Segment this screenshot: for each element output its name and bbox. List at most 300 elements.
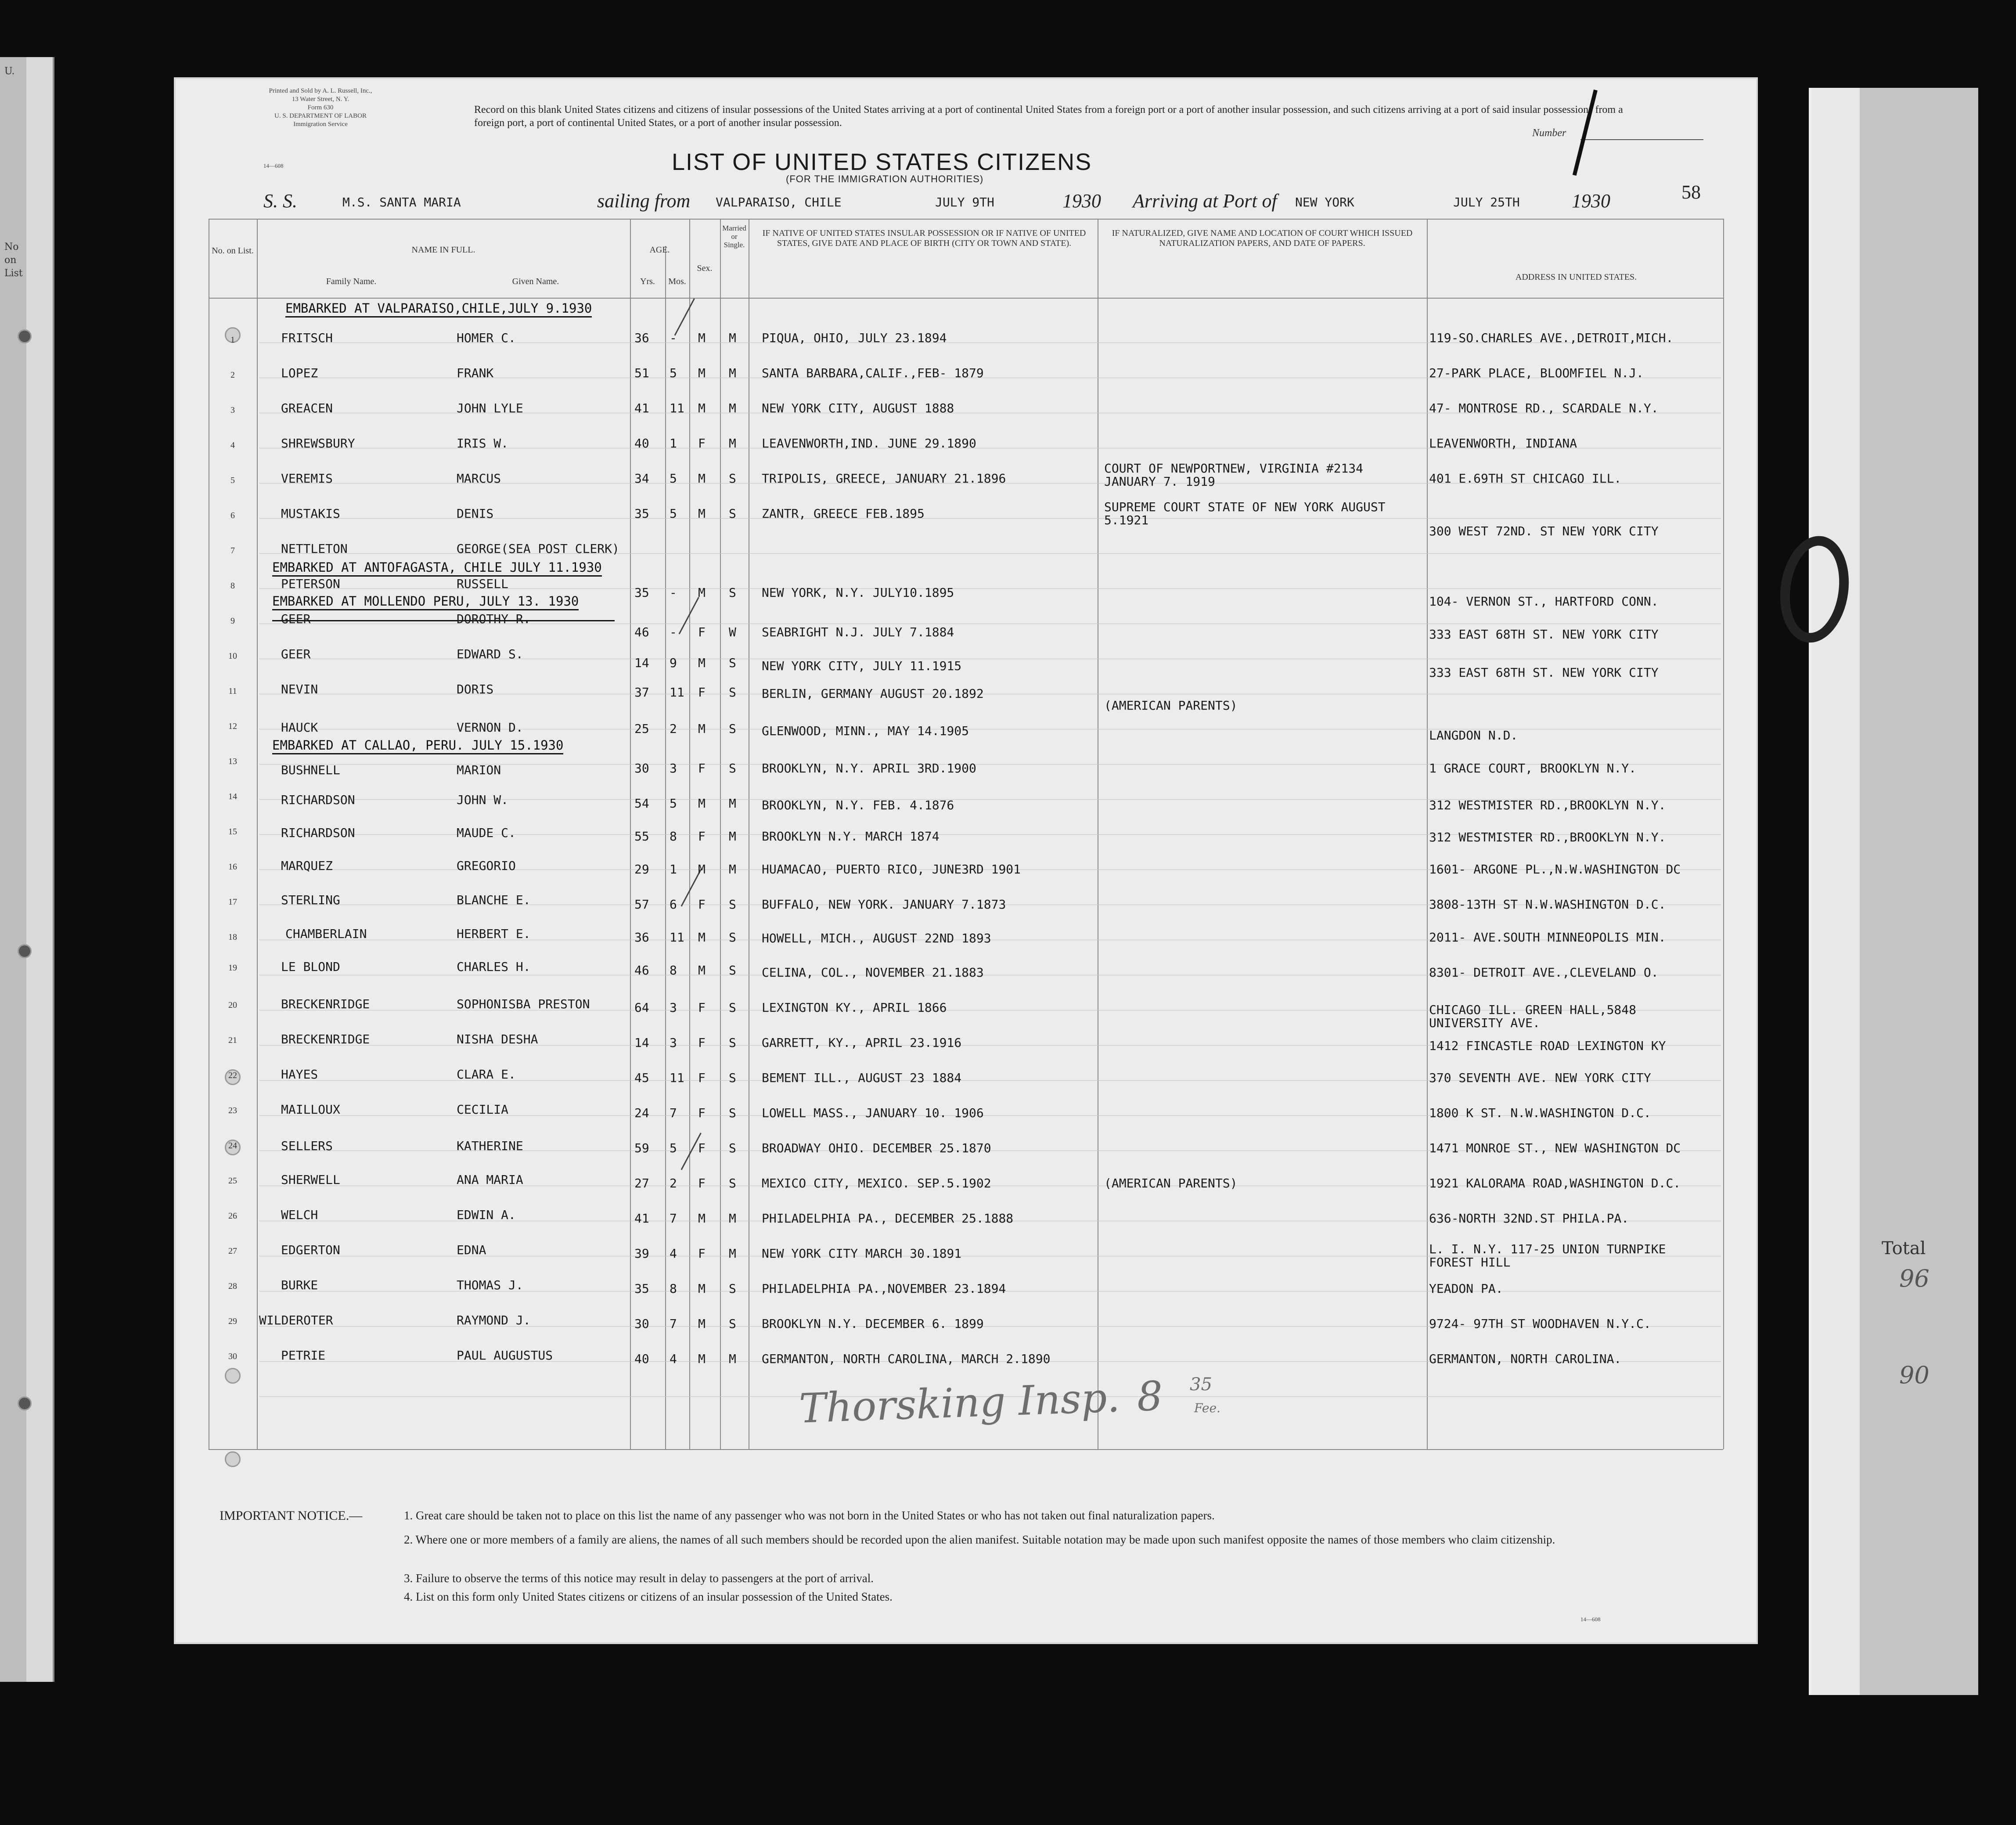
printer-line: Form 630 xyxy=(307,104,334,111)
marital-status-cell: S xyxy=(729,685,736,700)
age-years-cell: 64 xyxy=(634,1000,649,1015)
row-number: 26 xyxy=(228,1211,237,1221)
age-months-cell: 7 xyxy=(670,1211,677,1226)
row-number: 30 xyxy=(228,1352,237,1361)
age-years-cell: 35 xyxy=(634,1281,649,1296)
family-name-cell: FRITSCH xyxy=(281,331,333,345)
punch-hole xyxy=(18,329,32,343)
sex-cell: F xyxy=(698,897,706,912)
address-cell: GERMANTON, NORTH CAROLINA. xyxy=(1429,1352,1622,1366)
given-name-cell: IRIS W. xyxy=(457,436,509,451)
departure-date: JULY 9TH xyxy=(935,195,994,209)
age-years-cell: 57 xyxy=(634,897,649,912)
background-left-sheet xyxy=(0,57,54,1682)
given-name-cell: KATHERINE xyxy=(457,1139,523,1153)
departure-year: 1930 xyxy=(1062,190,1101,212)
age-months-cell: 4 xyxy=(670,1246,677,1261)
marital-status-cell: M xyxy=(729,436,736,451)
address-cell: 333 EAST 68TH ST. NEW YORK CITY xyxy=(1429,627,1659,642)
sex-cell: M xyxy=(698,331,706,345)
margin-mark: List xyxy=(4,268,23,279)
row-number: 11 xyxy=(228,686,237,696)
record-instructions: Record on this blank United States citizens and citizens of insular possessions of the United States arriving at a port of continental United States from a foreign port or a port of another insular possession, and such citizens arriving at a port of said insular possessions from a foreign port, a port of continental United States, or a port of another insular possession. xyxy=(474,104,1623,129)
sex-cell: F xyxy=(698,1071,706,1085)
family-name-cell: CHAMBERLAIN xyxy=(285,927,367,941)
birth-cell: LOWELL MASS., JANUARY 10. 1906 xyxy=(762,1106,984,1120)
marital-status-cell: M xyxy=(729,366,736,380)
address-cell: 27-PARK PLACE, BLOOMFIEL N.J. xyxy=(1429,366,1644,380)
marital-status-cell: M xyxy=(729,862,736,876)
signature-fee-superscript: 35 xyxy=(1190,1374,1212,1395)
address-cell: CHICAGO ILL. GREEN HALL,5848 UNIVERSITY AVE. xyxy=(1429,1003,1637,1030)
column-divider xyxy=(630,219,631,1449)
birth-cell: PHILADELPHIA PA.,NOVEMBER 23.1894 xyxy=(762,1281,1006,1296)
printer-line: 13 Water Street, N. Y. xyxy=(292,96,349,103)
birth-cell: HOWELL, MICH., AUGUST 22ND 1893 xyxy=(762,931,991,945)
given-name-cell: BLANCHE E. xyxy=(457,893,531,907)
marital-status-cell: S xyxy=(729,1281,736,1296)
notice-item: 2. Where one or more members of a family are aliens, the names of all such members should be recorded upon the alien manifest. Suitable notation may be made upon such manifest opposite the names of those members who claim citizenship. xyxy=(404,1533,1555,1546)
printer-line: Immigration Service xyxy=(293,121,348,128)
address-cell: 636-NORTH 32ND.ST PHILA.PA. xyxy=(1429,1211,1629,1226)
marital-status-cell: M xyxy=(729,331,736,345)
arrival-port: NEW YORK xyxy=(1295,195,1354,209)
family-name-cell: BURKE xyxy=(281,1278,318,1292)
marital-status-cell: S xyxy=(729,1071,736,1085)
header-mos: Mos. xyxy=(668,277,686,286)
naturalization-cell: (AMERICAN PARENTS) xyxy=(1104,1176,1238,1190)
printer-line: U. S. DEPARTMENT OF LABOR xyxy=(274,112,367,119)
header-address: ADDRESS IN UNITED STATES. xyxy=(1515,272,1637,282)
ship-name: M.S. SANTA MARIA xyxy=(342,195,461,209)
given-name-cell: DOROTHY R. xyxy=(457,612,531,626)
footer-form-code: 14—608 xyxy=(1580,1616,1601,1623)
age-years-cell: 55 xyxy=(634,829,649,844)
given-name-cell: EDWIN A. xyxy=(457,1208,516,1222)
age-years-cell: 36 xyxy=(634,331,649,345)
marital-status-cell: S xyxy=(729,1000,736,1015)
address-cell: 312 WESTMISTER RD.,BROOKLYN N.Y. xyxy=(1429,798,1666,812)
birth-cell: BUFFALO, NEW YORK. JANUARY 7.1873 xyxy=(762,897,1006,912)
age-months-cell: 3 xyxy=(670,1000,677,1015)
age-years-cell: 29 xyxy=(634,862,649,876)
age-years-cell: 39 xyxy=(634,1246,649,1261)
age-years-cell: 30 xyxy=(634,1316,649,1331)
column-divider xyxy=(1723,219,1724,1449)
column-divider xyxy=(1427,219,1428,1449)
age-years-cell: 14 xyxy=(634,656,649,670)
row-number: 29 xyxy=(228,1316,237,1326)
arrival-date: JULY 25TH xyxy=(1453,195,1520,209)
given-name-cell: THOMAS J. xyxy=(457,1278,523,1292)
sex-cell: M xyxy=(698,930,706,945)
background-sheet-edge xyxy=(1811,88,1860,1695)
age-months-cell: 5 xyxy=(670,796,677,811)
header-family-name: Family Name. xyxy=(326,277,377,286)
age-years-cell: 51 xyxy=(634,366,649,380)
row-number: 17 xyxy=(228,897,237,907)
naturalization-cell: SUPREME COURT STATE OF NEW YORK AUGUST 5.1921 xyxy=(1104,500,1386,527)
age-months-cell: 11 xyxy=(670,1071,684,1085)
birth-cell: PHILADELPHIA PA., DECEMBER 25.1888 xyxy=(762,1211,1014,1226)
row-number: 25 xyxy=(228,1176,237,1186)
naturalization-cell: COURT OF NEWPORTNEW, VIRGINIA #2134 JANUARY 7. 1919 xyxy=(1104,461,1364,489)
address-cell: YEADON PA. xyxy=(1429,1281,1503,1296)
sex-cell: F xyxy=(698,1176,706,1190)
age-months-cell: 5 xyxy=(670,506,677,521)
row-number: 10 xyxy=(228,651,237,661)
age-years-cell: 41 xyxy=(634,401,649,415)
family-name-cell: HAYES xyxy=(281,1067,318,1082)
birth-cell: NEW YORK CITY, AUGUST 1888 xyxy=(762,401,954,415)
birth-cell: BROOKLYN N.Y. DECEMBER 6. 1899 xyxy=(762,1316,984,1331)
row-number: 14 xyxy=(228,792,237,801)
address-cell: 1471 MONROE ST., NEW WASHINGTON DC xyxy=(1429,1141,1681,1155)
inspector-signature xyxy=(798,1373,1163,1432)
header-name-in-full: NAME IN FULL. xyxy=(411,245,475,255)
marital-status-cell: M xyxy=(729,1246,736,1261)
birth-cell: LEXINGTON KY., APRIL 1866 xyxy=(762,1000,947,1015)
family-name-cell: WELCH xyxy=(281,1208,318,1222)
marital-status-cell: M xyxy=(729,829,736,844)
sex-cell: F xyxy=(698,436,706,451)
header-age: AGE. xyxy=(649,245,670,255)
given-name-cell: JOHN LYLE xyxy=(457,401,523,415)
family-name-cell: MUSTAKIS xyxy=(281,506,340,521)
age-months-cell: 3 xyxy=(670,761,677,775)
sex-cell: F xyxy=(698,761,706,775)
sex-cell: F xyxy=(698,625,706,639)
marital-status-cell: S xyxy=(729,1106,736,1120)
header-sex: Sex. xyxy=(697,263,713,273)
family-name-cell: LE BLOND xyxy=(281,959,340,974)
row-number: 7 xyxy=(230,546,235,555)
row-number: 5 xyxy=(230,476,235,485)
form-code: 14—608 xyxy=(263,162,284,169)
sailing-label: sailing from xyxy=(597,190,691,212)
row-number: 16 xyxy=(228,862,237,872)
sex-cell: M xyxy=(698,656,706,670)
family-name-cell: RICHARDSON xyxy=(281,826,355,840)
signature-text: Thorsking Insp. xyxy=(798,1374,1121,1432)
table-bottom-rule xyxy=(209,1449,1723,1450)
address-cell: LEAVENWORTH, INDIANA xyxy=(1429,436,1577,451)
address-cell: 1601- ARGONE PL.,N.W.WASHINGTON DC xyxy=(1429,862,1681,876)
departure-port: VALPARAISO, CHILE xyxy=(716,195,842,209)
embarkation-heading: EMBARKED AT VALPARAISO,CHILE,JULY 9.1930 xyxy=(285,301,592,317)
marital-status-cell: S xyxy=(729,656,736,670)
signature-fee-label: Fee. xyxy=(1194,1401,1220,1415)
check-mark xyxy=(674,298,695,335)
given-name-cell: VERNON D. xyxy=(457,720,523,735)
punch-hole xyxy=(225,1368,241,1384)
address-cell: 401 E.69TH ST CHICAGO ILL. xyxy=(1429,471,1622,486)
row-number: 12 xyxy=(228,721,237,731)
punch-hole xyxy=(225,1451,241,1467)
address-cell: 47- MONTROSE RD., SCARDALE N.Y. xyxy=(1429,401,1659,415)
page-title: LIST OF UNITED STATES CITIZENS xyxy=(672,149,1092,175)
embarkation-heading: EMBARKED AT ANTOFAGASTA, CHILE JULY 11.1930 xyxy=(272,560,602,577)
marital-status-cell: M xyxy=(729,796,736,811)
address-cell: 312 WESTMISTER RD.,BROOKLYN N.Y. xyxy=(1429,830,1666,844)
family-name-cell: EDGERTON xyxy=(281,1243,340,1257)
family-name-cell: HAUCK xyxy=(281,720,318,735)
sex-cell: M xyxy=(698,1352,706,1366)
age-years-cell: 59 xyxy=(634,1141,649,1155)
given-name-cell: DENIS xyxy=(457,506,494,521)
family-name-cell: PETRIE xyxy=(281,1348,326,1363)
birth-cell: SEABRIGHT N.J. JULY 7.1884 xyxy=(762,625,954,639)
row-number: 24 xyxy=(228,1141,237,1151)
family-name-cell: BUSHNELL xyxy=(281,763,340,777)
given-name-cell: ANA MARIA xyxy=(457,1172,523,1187)
family-name-cell: LOPEZ xyxy=(281,366,318,380)
row-number: 6 xyxy=(230,511,235,520)
column-divider xyxy=(689,219,690,1449)
row-number: 19 xyxy=(228,963,237,973)
notice-item: 3. Failure to observe the terms of this notice may result in delay to passengers at the port of arrival. xyxy=(404,1572,874,1585)
page-subtitle: (FOR THE IMMIGRATION AUTHORITIES) xyxy=(786,173,984,184)
age-months-cell: 2 xyxy=(670,1176,677,1190)
row-number: 20 xyxy=(228,1000,237,1010)
marital-status-cell: S xyxy=(729,761,736,775)
age-years-cell: 45 xyxy=(634,1071,649,1085)
age-months-cell: 7 xyxy=(670,1106,677,1120)
sex-cell: M xyxy=(698,401,706,415)
column-divider xyxy=(665,246,666,1449)
birth-cell: NEW YORK CITY MARCH 30.1891 xyxy=(762,1246,962,1261)
margin-mark: U. xyxy=(4,66,15,77)
sex-cell: F xyxy=(698,685,706,700)
row-number: 27 xyxy=(228,1246,237,1256)
ss-label: S. S. xyxy=(263,190,297,212)
header-no-on-list: No. on List. xyxy=(212,246,254,256)
age-years-cell: 35 xyxy=(634,585,649,600)
address-cell: 1921 KALORAMA ROAD,WASHINGTON D.C. xyxy=(1429,1176,1681,1190)
age-months-cell: - xyxy=(670,585,677,600)
header-yrs: Yrs. xyxy=(640,277,655,286)
age-months-cell: 5 xyxy=(670,366,677,380)
sex-cell: M xyxy=(698,721,706,736)
family-name-cell: PETERSON xyxy=(281,577,340,591)
given-name-cell: PAUL AUGUSTUS xyxy=(457,1348,553,1363)
age-months-cell: 8 xyxy=(670,829,677,844)
birth-cell: SANTA BARBARA,CALIF.,FEB- 1879 xyxy=(762,366,984,380)
given-name-cell: JOHN W. xyxy=(457,793,509,807)
address-cell: 1800 K ST. N.W.WASHINGTON D.C. xyxy=(1429,1106,1651,1120)
column-divider xyxy=(257,219,258,1449)
marital-status-cell: S xyxy=(729,1176,736,1190)
notice-item: 4. List on this form only United States citizens or citizens of an insular possession of the United States. xyxy=(404,1590,893,1603)
given-name-cell: CLARA E. xyxy=(457,1067,516,1082)
family-name-cell: GEER xyxy=(281,612,311,626)
marital-status-cell: S xyxy=(729,1141,736,1155)
column-divider xyxy=(720,219,721,1449)
age-years-cell: 40 xyxy=(634,1352,649,1366)
naturalization-cell: (AMERICAN PARENTS) xyxy=(1104,698,1238,713)
number-label: Number xyxy=(1532,127,1566,139)
sex-cell: F xyxy=(698,1141,706,1155)
age-months-cell: 9 xyxy=(670,656,677,670)
age-months-cell: 4 xyxy=(670,1352,677,1366)
age-months-cell: - xyxy=(670,331,677,345)
row-number: 21 xyxy=(228,1035,237,1045)
given-name-cell: GEORGE(SEA POST CLERK) xyxy=(457,541,619,556)
given-name-cell: FRANK xyxy=(457,366,494,380)
row-number: 1 xyxy=(230,335,235,345)
row-number: 15 xyxy=(228,827,237,837)
age-months-cell: 11 xyxy=(670,930,684,945)
age-months-cell: 8 xyxy=(670,1281,677,1296)
notice-item: 1. Great care should be taken not to place on this list the name of any passenger who was not born in the United States or who has not taken out final naturalization papers. xyxy=(404,1509,1215,1522)
sex-cell: F xyxy=(698,829,706,844)
margin-mark: on xyxy=(4,255,17,266)
marital-status-cell: M xyxy=(729,1211,736,1226)
family-name-cell: WILDEROTER xyxy=(259,1313,333,1327)
birth-cell: GLENWOOD, MINN., MAY 14.1905 xyxy=(762,724,969,738)
marital-status-cell: S xyxy=(729,897,736,912)
given-name-cell: CECILIA xyxy=(457,1102,509,1117)
birth-cell: GERMANTON, NORTH CAROLINA, MARCH 2.1890 xyxy=(762,1352,1051,1366)
printer-imprint xyxy=(241,87,400,129)
age-years-cell: 24 xyxy=(634,1106,649,1120)
age-months-cell: 11 xyxy=(670,685,684,700)
birth-cell: BROOKLYN, N.Y. FEB. 4.1876 xyxy=(762,798,954,812)
margin-mark: No xyxy=(4,242,19,252)
family-name-cell: STERLING xyxy=(281,893,340,907)
address-cell: 370 SEVENTH AVE. NEW YORK CITY xyxy=(1429,1071,1651,1085)
sex-cell: M xyxy=(698,506,706,521)
address-cell: 119-SO.CHARLES AVE.,DETROIT,MICH. xyxy=(1429,331,1674,345)
marital-status-cell: M xyxy=(729,401,736,415)
given-name-cell: HERBERT E. xyxy=(457,927,531,941)
birth-cell: BEMENT ILL., AUGUST 23 1884 xyxy=(762,1071,962,1085)
table-top-rule xyxy=(209,219,1723,220)
family-name-cell: NETTLETON xyxy=(281,541,348,556)
family-name-cell: BRECKENRIDGE xyxy=(281,997,370,1011)
sex-cell: M xyxy=(698,366,706,380)
header-married-single: Married or Single. xyxy=(722,224,746,249)
embarkation-heading: EMBARKED AT MOLLENDO PERU, JULY 13. 1930 xyxy=(272,594,579,610)
sex-cell: M xyxy=(698,796,706,811)
age-months-cell: 2 xyxy=(670,721,677,736)
address-cell: LANGDON N.D. xyxy=(1429,728,1518,743)
sex-cell: M xyxy=(698,963,706,977)
age-years-cell: 35 xyxy=(634,506,649,521)
age-months-cell: 7 xyxy=(670,1316,677,1331)
sex-cell: F xyxy=(698,1106,706,1120)
number-field-line xyxy=(1580,139,1703,140)
address-cell: 8301- DETROIT AVE.,CLEVELAND O. xyxy=(1429,965,1659,980)
given-name-cell: RUSSELL xyxy=(457,577,509,591)
sex-cell: F xyxy=(698,1246,706,1261)
second-total-value: 90 xyxy=(1899,1361,1930,1389)
row-number: 3 xyxy=(230,405,235,415)
embarkation-heading: EMBARKED AT CALLAO, PERU. JULY 15.1930 xyxy=(272,738,563,754)
given-name-cell: SOPHONISBA PRESTON xyxy=(457,997,590,1011)
age-months-cell: 3 xyxy=(670,1035,677,1050)
family-name-cell: MAILLOUX xyxy=(281,1102,340,1117)
header-birth: IF NATIVE OF UNITED STATES INSULAR POSSESSION OR IF NATIVE OF UNITED STATES, GIVE DATE AND PLACE OF BIRTH (CITY OR TOWN AND STATE). xyxy=(762,228,1086,248)
row-number: 23 xyxy=(228,1106,237,1115)
page-number: 58 xyxy=(1681,181,1701,203)
row-number: 22 xyxy=(228,1071,237,1080)
given-name-cell: HOMER C. xyxy=(457,331,516,345)
age-months-cell: 1 xyxy=(670,436,677,451)
given-name-cell: EDNA xyxy=(457,1243,486,1257)
sex-cell: M xyxy=(698,1281,706,1296)
birth-cell: CELINA, COL., NOVEMBER 21.1883 xyxy=(762,965,984,980)
birth-cell: BERLIN, GERMANY AUGUST 20.1892 xyxy=(762,686,984,701)
age-years-cell: 27 xyxy=(634,1176,649,1190)
row-number: 2 xyxy=(230,370,235,380)
address-cell: 104- VERNON ST., HARTFORD CONN. xyxy=(1429,594,1659,609)
given-name-cell: CHARLES H. xyxy=(457,959,531,974)
sex-cell: M xyxy=(698,585,706,600)
birth-cell: GARRETT, KY., APRIL 23.1916 xyxy=(762,1035,962,1050)
given-name-cell: NISHA DESHA xyxy=(457,1032,538,1046)
birth-cell: BROADWAY OHIO. DECEMBER 25.1870 xyxy=(762,1141,991,1155)
printer-line: Printed and Sold by A. L. Russell, Inc., xyxy=(269,87,372,94)
given-name-cell: RAYMOND J. xyxy=(457,1313,531,1327)
header-bottom-rule xyxy=(209,298,1723,299)
address-cell: 3808-13TH ST N.W.WASHINGTON D.C. xyxy=(1429,897,1666,912)
sex-cell: M xyxy=(698,1316,706,1331)
age-months-cell: 11 xyxy=(670,401,684,415)
punch-hole xyxy=(18,1396,32,1410)
age-years-cell: 46 xyxy=(634,625,649,639)
row-number: 28 xyxy=(228,1281,237,1291)
row-number: 9 xyxy=(230,616,235,626)
sex-cell: M xyxy=(698,1211,706,1226)
family-name-cell: GEER xyxy=(281,647,311,661)
embarkation-underline xyxy=(272,620,615,621)
age-years-cell: 41 xyxy=(634,1211,649,1226)
marital-status-cell: S xyxy=(729,1316,736,1331)
family-name-cell: GREACEN xyxy=(281,401,333,415)
age-years-cell: 25 xyxy=(634,721,649,736)
age-years-cell: 37 xyxy=(634,685,649,700)
sex-cell: M xyxy=(698,471,706,486)
arrival-year: 1930 xyxy=(1572,190,1610,212)
birth-cell: HUAMACAO, PUERTO RICO, JUNE3RD 1901 xyxy=(762,862,1021,876)
birth-cell: NEW YORK CITY, JULY 11.1915 xyxy=(762,659,962,673)
row-number: 8 xyxy=(230,581,235,591)
birth-cell: BROOKLYN, N.Y. APRIL 3RD.1900 xyxy=(762,761,976,775)
marital-status-cell: M xyxy=(729,1352,736,1366)
voyage-line xyxy=(176,190,1756,220)
notice-heading: IMPORTANT NOTICE.— xyxy=(220,1508,363,1523)
family-name-cell: BRECKENRIDGE xyxy=(281,1032,370,1046)
age-years-cell: 54 xyxy=(634,796,649,811)
birth-cell: LEAVENWORTH,IND. JUNE 29.1890 xyxy=(762,436,976,451)
sex-cell: M xyxy=(698,862,706,876)
punch-hole xyxy=(18,944,32,958)
age-months-cell: - xyxy=(670,625,677,639)
marital-status-cell: S xyxy=(729,963,736,977)
age-years-cell: 30 xyxy=(634,761,649,775)
family-name-cell: RICHARDSON xyxy=(281,793,355,807)
marital-status-cell: S xyxy=(729,721,736,736)
family-name-cell: VEREMIS xyxy=(281,471,333,486)
sex-cell: F xyxy=(698,1000,706,1015)
given-name-cell: DORIS xyxy=(457,682,494,696)
total-value: 96 xyxy=(1899,1265,1930,1292)
marital-status-cell: S xyxy=(729,1035,736,1050)
address-cell: 9724- 97TH ST WOODHAVEN N.Y.C. xyxy=(1429,1316,1651,1331)
total-label: Total xyxy=(1882,1238,1926,1259)
list-number-handwritten xyxy=(1573,90,1598,176)
